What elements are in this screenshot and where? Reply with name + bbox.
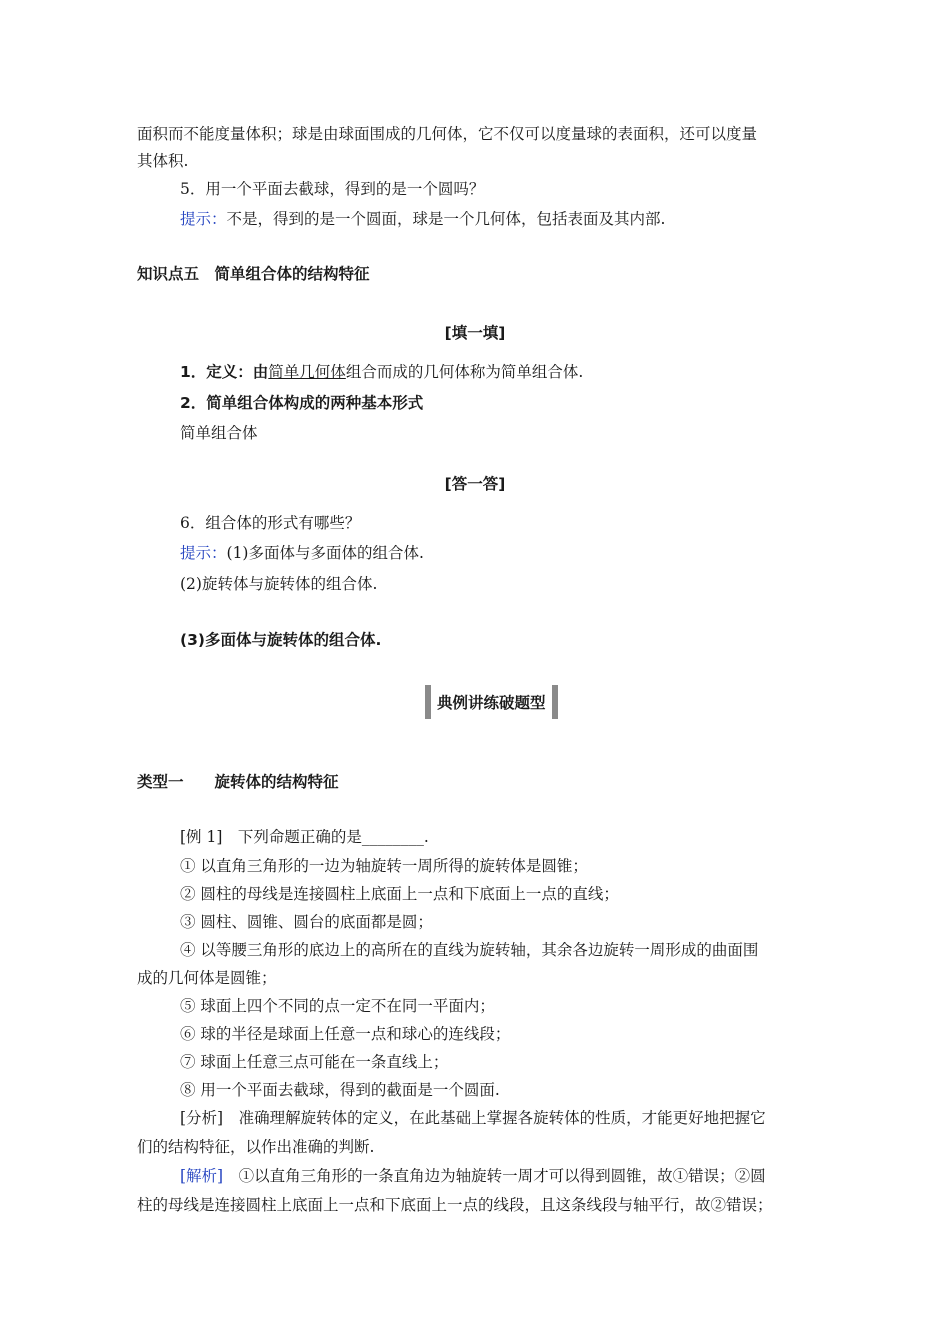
text-line: 面积而不能度量体积；球是由球面围成的几何体，它不仅可以度量球的表面积，还可以度量 xyxy=(137,125,758,143)
section-banner xyxy=(425,685,558,719)
q6-answer-1: (1)多面体与多面体的组合体. xyxy=(226,544,424,562)
statement-2: ② 圆柱的母线是连接圆柱上底面上一点和下底面上一点的直线； xyxy=(180,885,619,903)
analysis-line: [分析] 准确理解旋转体的定义，在此基础上掌握各旋转体的性质，才能更好地把握它 xyxy=(180,1109,766,1127)
hint-text: 不是，得到的是一个圆面，球是一个几何体，包括表面及其内部. xyxy=(226,210,666,228)
statement-8: ⑧ 用一个平面去截球，得到的截面是一个圆面. xyxy=(180,1081,500,1099)
statement-4: ④ 以等腰三角形的底边上的高所在的直线为旋转轴，其余各边旋转一周形成的曲面围 xyxy=(180,941,759,959)
type-heading: 类型一 旋转体的结构特征 xyxy=(137,773,339,791)
hint-label: 提示： xyxy=(180,210,227,228)
forms-title: 2．简单组合体构成的两种基本形式 xyxy=(180,394,424,412)
fill-title: [填一填] xyxy=(444,324,506,342)
def-suffix: 组合而成的几何体称为简单组合体. xyxy=(345,363,584,381)
example-1: [例 1] 下列命题正确的是________. xyxy=(180,828,429,846)
statement-5: ⑤ 球面上四个不同的点一定不在同一平面内； xyxy=(180,997,495,1015)
q6-hint-line xyxy=(180,543,424,563)
solution-label: [解析] xyxy=(180,1167,224,1185)
q6-answer-2: (2)旋转体与旋转体的组合体. xyxy=(180,575,378,593)
question-5: 5．用一个平面去截球，得到的是一个圆吗？ xyxy=(180,180,485,198)
analysis-line-cont: 们的结构特征，以作出准确的判断. xyxy=(137,1138,375,1156)
hint-line xyxy=(180,209,665,229)
def-underline: 简单几何体 xyxy=(268,363,346,381)
statement-1: ① 以直角三角形的一边为轴旋转一周所得的旋转体是圆锥； xyxy=(180,857,588,875)
q6-hint-label: 提示： xyxy=(180,544,227,562)
forms-sub: 简单组合体 xyxy=(180,424,258,442)
statement-6: ⑥ 球的半径是球面上任意一点和球心的连线段； xyxy=(180,1025,511,1043)
solution-text: ①以直角三角形的一条直角边为轴旋转一周才可以得到圆锥，故①错误；②圆 xyxy=(223,1167,766,1185)
statement-3: ③ 圆柱、圆锥、圆台的底面都是圆； xyxy=(180,913,433,931)
question-6: 6．组合体的形式有哪些？ xyxy=(180,514,361,532)
definition-line xyxy=(180,362,583,382)
section-heading: 知识点五 简单组合体的结构特征 xyxy=(137,265,370,283)
q6-answer-3: (3)多面体与旋转体的组合体. xyxy=(180,631,382,649)
text-line: 其体积. xyxy=(137,152,189,170)
def-prefix: 1．定义：由 xyxy=(180,363,269,381)
statement-4-cont: 成的几何体是圆锥； xyxy=(137,969,277,987)
banner-right-bar xyxy=(552,685,558,719)
solution-line-cont: 柱的母线是连接圆柱上底面上一点和下底面上一点的线段，且这条线段与轴平行，故②错误； xyxy=(137,1196,773,1214)
statement-7: ⑦ 球面上任意三点可能在一条直线上； xyxy=(180,1053,449,1071)
solution-line xyxy=(180,1166,766,1186)
banner-title: 典例讲练破题型 xyxy=(437,694,546,712)
answer-title: [答一答] xyxy=(444,475,506,493)
